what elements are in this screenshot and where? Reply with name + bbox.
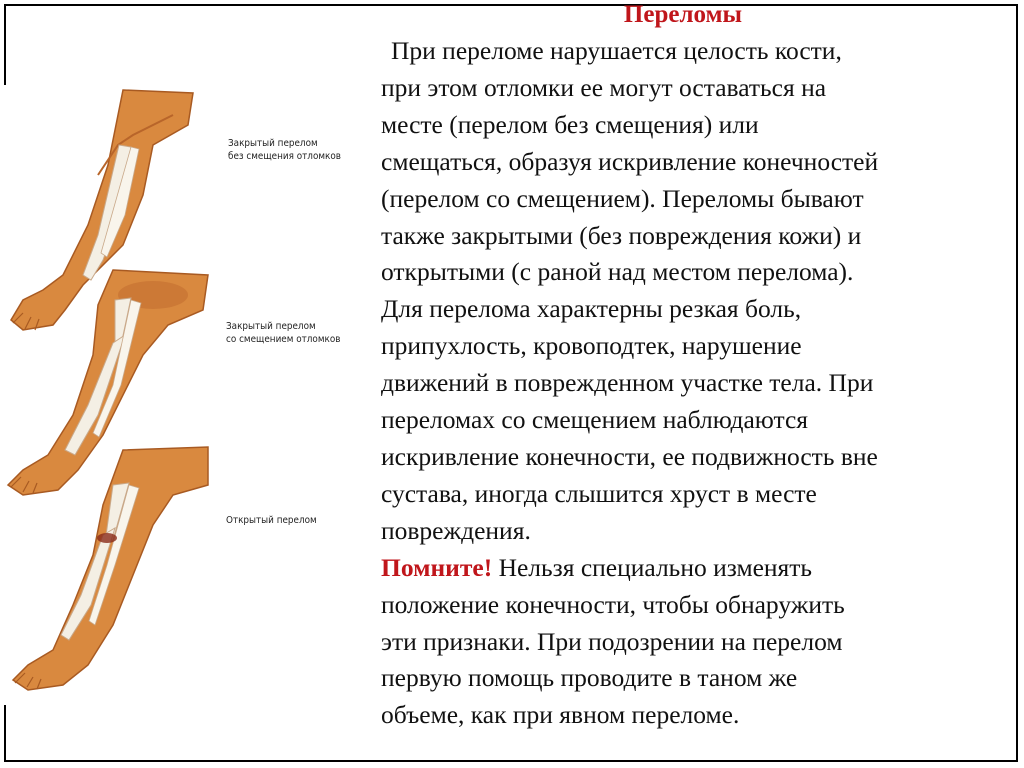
remember-text-line: объеме, как при явном переломе. <box>381 700 740 730</box>
paragraph-line: При переломе нарушается целость кости, <box>391 36 842 65</box>
remember-text-line: первую помощь проводите в таном же <box>381 663 798 693</box>
paragraph-line: Для перелома характерны резкая боль, <box>381 294 802 324</box>
remember-line-rest: Нельзя специально изменять <box>492 552 813 582</box>
paragraph-line: смещаться, образуя искривление конечностей <box>381 146 879 176</box>
remember-label: Помните! <box>381 552 493 582</box>
remember-text-line: эти признаки. При подозрении на перелом <box>381 626 843 656</box>
caption-open-line1: Открытый перелом <box>226 515 317 526</box>
remember-line <box>381 550 1001 587</box>
paragraph-line: повреждения. <box>381 515 531 545</box>
leg-fractures-svg <box>3 85 367 705</box>
caption-closed-shift <box>226 320 340 346</box>
paragraph-line: припухлость, кровоподтек, нарушение <box>381 331 802 361</box>
paragraph-line: (перелом со смещением). Переломы бывают <box>381 183 864 213</box>
caption-closed-no-shift <box>228 137 341 163</box>
caption-closed-no-shift-line2: без смещения отломков <box>228 151 341 162</box>
paragraph-line: движений в поврежденном участке тела. При <box>381 368 874 398</box>
slide-title: Переломы <box>623 1 743 28</box>
paragraph-line: при этом отломки ее могут оставаться на <box>381 72 827 102</box>
caption-closed-shift-line2: со смещением отломков <box>226 334 341 345</box>
body-text <box>381 33 1001 734</box>
paragraph-line: сустава, иногда слышится хруст в месте <box>381 478 817 508</box>
paragraph-line: искривление конечности, ее подвижность вне <box>381 441 878 471</box>
caption-closed-shift-line1: Закрытый перелом <box>226 321 316 332</box>
paragraph-line: также закрытыми (без повреждения кожи) и <box>381 220 862 250</box>
paragraph-line: месте (перелом без смещения) или <box>381 109 759 139</box>
paragraph-line: открытыми (с раной над местом перелома). <box>381 257 854 287</box>
caption-closed-no-shift-line1: Закрытый перелом <box>228 138 318 149</box>
caption-open <box>226 514 317 527</box>
paragraph-line: переломах со смещением наблюдаются <box>381 405 809 435</box>
remember-text-line: положение конечности, чтобы обнаружить <box>381 589 845 619</box>
fracture-illustration <box>3 85 367 705</box>
